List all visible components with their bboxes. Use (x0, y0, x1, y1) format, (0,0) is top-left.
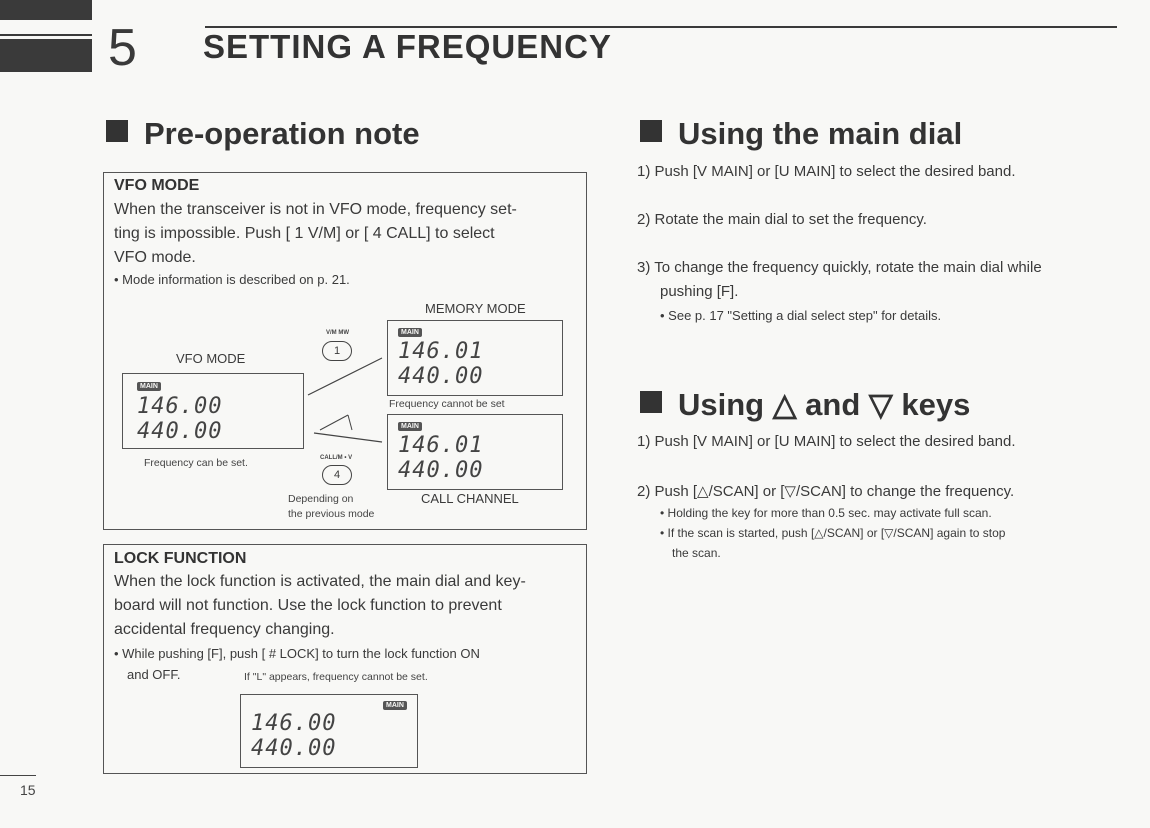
vm-key-label: V/M MW (326, 330, 349, 336)
step-note: • If the scan is started, push [△/SCAN] or [▽/SCAN] again to stop (660, 526, 1006, 540)
box-title: VFO MODE (114, 177, 200, 194)
box-body: When the transceiver is not in VFO mode, frequency set- ting is impossible. Push [ 1 V/M] or [ 4 CALL] to select VFO mode. (114, 201, 517, 266)
step-item: 2) Push [△/SCAN] or [▽/SCAN] to change the frequency. (637, 483, 1015, 500)
caption: Frequency can be set. (144, 457, 248, 469)
lock-note: If "L" appears, frequency cannot be set. (244, 671, 428, 683)
square-bullet-icon (640, 391, 662, 413)
memory-mode-label: MEMORY MODE (425, 301, 526, 316)
bullet-note-cont: and OFF. (127, 667, 181, 682)
step-item: 1) Push [V MAIN] or [U MAIN] to select the desired band. (637, 163, 1016, 180)
lcd-digits: 146.01 440.00 (398, 339, 484, 389)
main-indicator: MAIN (137, 382, 161, 391)
main-indicator: MAIN (398, 422, 422, 431)
call-channel-label: CALL CHANNEL (421, 491, 519, 506)
lcd-call (387, 414, 563, 490)
step-item: 2) Rotate the main dial to set the frequency. (637, 211, 927, 228)
bullet-note: • While pushing [F], push [ # LOCK] to turn the lock function ON (114, 646, 480, 661)
step-item: 3) To change the frequency quickly, rotate the main dial while (637, 259, 1042, 276)
step-note: • See p. 17 "Setting a dial select step" for details. (660, 308, 942, 323)
lcd-digits: 146.00 440.00 (251, 711, 337, 761)
step-item-cont: pushing [F]. (660, 283, 739, 300)
chapter-tab-divider (0, 36, 92, 39)
call-key-label: CALL/M • V (320, 455, 353, 461)
main-indicator: MAIN (398, 328, 422, 337)
section-heading: Pre-operation note (106, 116, 420, 152)
section-heading: Using △ and ▽ keys (640, 387, 970, 423)
lcd-lock (240, 694, 418, 768)
chapter-title: SETTING A FREQUENCY (203, 28, 612, 65)
chapter-number: 5 (108, 19, 137, 77)
lcd-digits: 146.01 440.00 (398, 433, 484, 483)
bullet-note: • Mode information is described on p. 21. (114, 272, 350, 287)
section-heading: Using the main dial (640, 116, 962, 152)
lcd-memory (387, 320, 563, 396)
lcd-digits: 146.00 440.00 (137, 394, 223, 444)
caption: Frequency cannot be set (389, 398, 505, 410)
caption: the previous mode (288, 508, 375, 520)
square-bullet-icon (640, 120, 662, 142)
page-number: 15 (20, 782, 36, 798)
vm-key-icon: 1 (322, 341, 352, 361)
step-item: 1) Push [V MAIN] or [U MAIN] to select the desired band. (637, 433, 1016, 450)
page-rule (0, 775, 36, 776)
step-note-cont: the scan. (672, 546, 721, 560)
connector-lines (300, 340, 390, 470)
lcd-vfo (122, 373, 304, 449)
call-key-icon: 4 (322, 465, 352, 485)
caption: Depending on (288, 493, 354, 505)
box-body: When the lock function is activated, the main dial and key- board will not function. Use the lock function to prevent accidental frequency changing. (114, 573, 526, 638)
square-bullet-icon (106, 120, 128, 142)
vfo-mode-label: VFO MODE (176, 351, 246, 366)
main-indicator: MAIN (383, 701, 407, 710)
chapter-tab-divider (0, 20, 92, 34)
step-note: • Holding the key for more than 0.5 sec. may activate full scan. (660, 506, 992, 520)
box-title: LOCK FUNCTION (114, 550, 247, 567)
